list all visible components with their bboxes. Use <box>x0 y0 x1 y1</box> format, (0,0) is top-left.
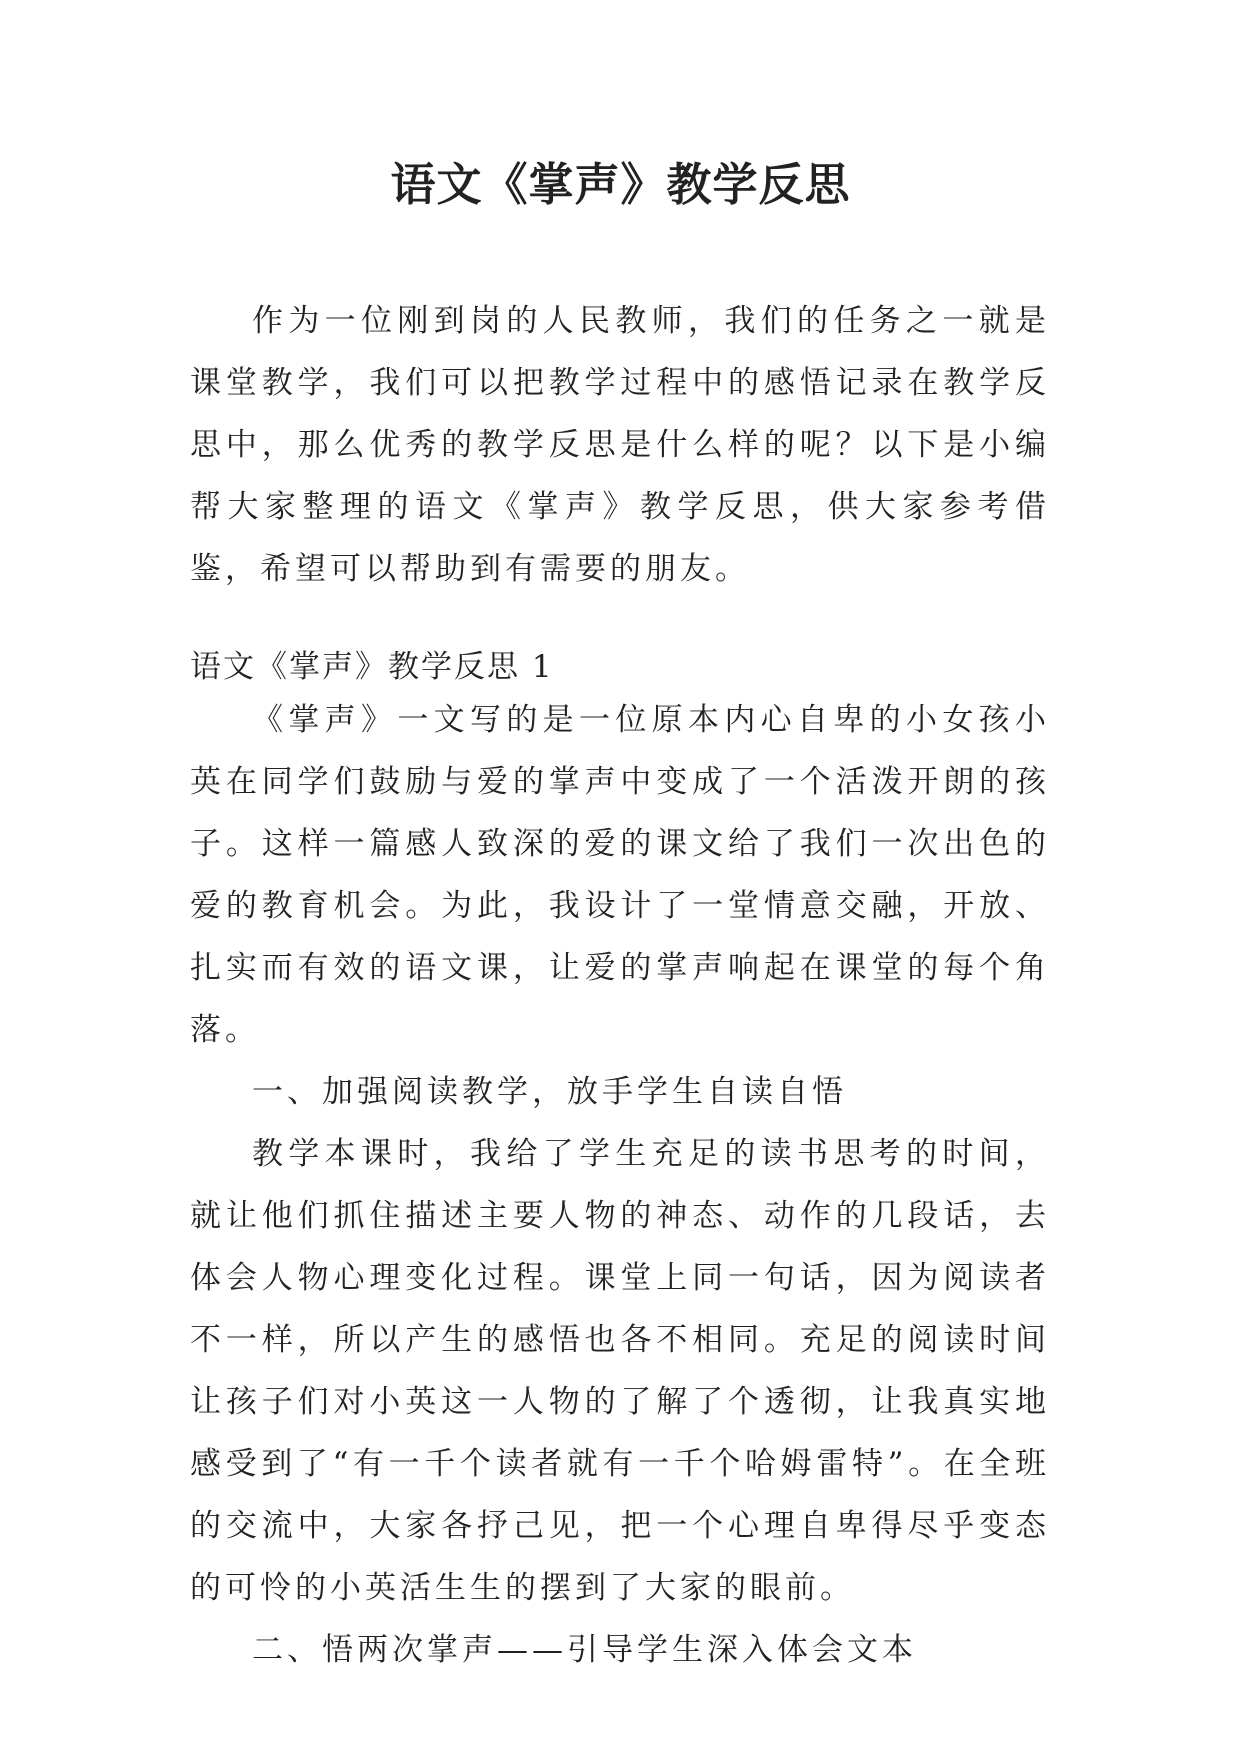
subheading-1: 一、加强阅读教学，放手学生自读自悟 <box>252 1074 847 1110</box>
body-paragraph-1: 《掌声》一文写的是一位原本内心自卑的小女孩小英在同学们鼓励与爱的掌声中变成了一个活泼开朗的孩子。这样一篇感人致深的爱的课文给了我们一次出色的爱的教育机会。为此，我设计了一堂情意交融，开放、扎实而有效的语文课，让爱的掌声响起在课堂的每个角落。 <box>190 702 1050 1048</box>
intro-paragraph: 作为一位刚到岗的人民教师，我们的任务之一就是课堂教学，我们可以把教学过程中的感悟记录在教学反思中，那么优秀的教学反思是什么样的呢？以下是小编帮大家整理的语文《掌声》教学反思，供大家参考借鉴，希望可以帮助到有需要的朋友。 <box>190 303 1050 587</box>
section-heading: 语文《掌声》教学反思 1 <box>190 649 554 685</box>
body-paragraph-2: 教学本课时，我给了学生充足的读书思考的时间，就让他们抓住描述主要人物的神态、动作的几段话，去体会人物心理变化过程。课堂上同一句话，因为阅读者不一样，所以产生的感悟也各不相同。充足的阅读时间让孩子们对小英这一人物的了解了个透彻，让我真实地感受到了“有一千个读者就有一千个哈姆雷特”。在全班的交流中，大家各抒己见，把一个心理自卑得尽乎变态的可怜的小英活生生的摆到了大家的眼前。 <box>190 1136 1050 1606</box>
intro-block <box>190 290 1050 600</box>
section-body <box>190 689 1050 1681</box>
document-title: 语文《掌声》教学反思 <box>390 158 851 211</box>
subheading-2: 二、悟两次掌声——引导学生深入体会文本 <box>252 1632 917 1668</box>
